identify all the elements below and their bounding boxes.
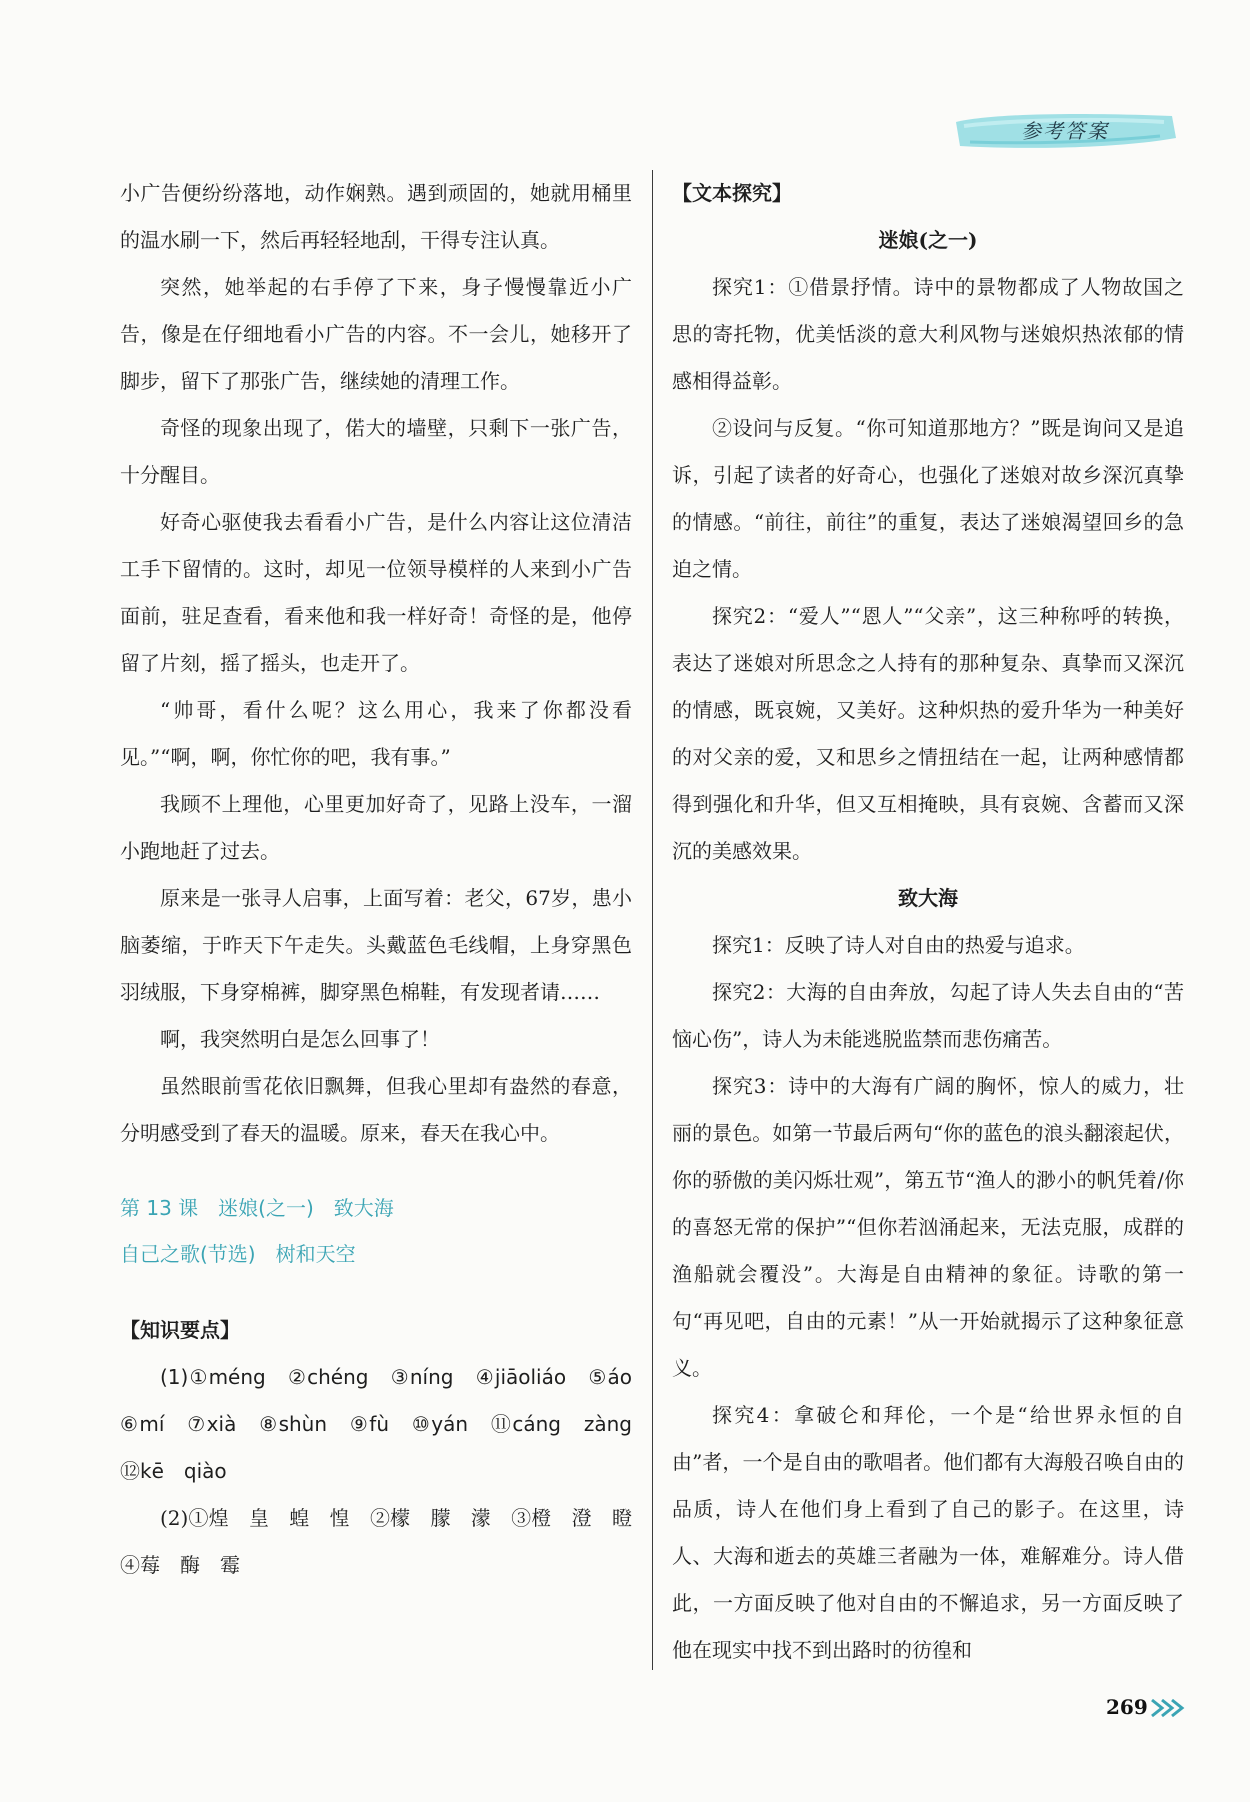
knowledge-pinyin-answers: (1)①méng ②chéng ③níng ④jiāoliáo ⑤áo ⑥mí ⑦xià ⑧shùn ⑨fù ⑩yán ⑪cáng zàng ⑫kē qiào (120, 1365, 652, 1483)
knowledge-heading: 【知识要点】 (120, 1318, 240, 1342)
text-exploration-heading: 【文本探究】 (672, 181, 792, 205)
poem-title-to-the-sea: 致大海 (898, 886, 958, 910)
lesson-title-line-2: 自己之歌(节选) 树和天空 (120, 1242, 356, 1266)
exploration-paragraph: 探究3：诗中的大海有广阔的胸怀，惊人的威力，壮丽的景色。如第一节最后两句“你的蓝色的浪头翻滚起伏，你的骄傲的美闪烁壮观”，第五节“渔人的渺小的帆凭着/你的喜怒无常的保护”“但你若汹涌起来，无法克服，成群的渔船就会覆没”。大海是自由精神的象征。诗歌的第一句“再见吧，自由的元素！”从一开始就揭示了这种象征意义。 (672, 1074, 1184, 1380)
story-paragraph: 虽然眼前雪花依旧飘舞，但我心里却有盎然的春意，分明感受到了春天的温暖。原来，春天在我心中。 (120, 1074, 632, 1145)
story-paragraph: 好奇心驱使我去看看小广告，是什么内容让这位清洁工手下留情的。这时，却见一位领导模样的人来到小广告面前，驻足查看，看来他和我一样好奇！奇怪的是，他停留了片刻，摇了摇头，也走开了。 (120, 510, 632, 675)
exploration-paragraph: 探究1：①借景抒情。诗中的景物都成了人物故国之思的寄托物，优美恬淡的意大利风物与迷娘炽热浓郁的情感相得益彰。 (672, 275, 1184, 393)
exploration-paragraph: 探究1：反映了诗人对自由的热爱与追求。 (712, 933, 1085, 957)
story-paragraph: 我顾不上理他，心里更加好奇了，见路上没车，一溜小跑地赶了过去。 (120, 792, 632, 863)
story-paragraph: 啊，我突然明白是怎么回事了！ (160, 1027, 440, 1051)
story-paragraph: 小广告便纷纷落地，动作娴熟。遇到顽固的，她就用桶里的温水刷一下，然后再轻轻地刮，干得专注认真。 (120, 181, 632, 252)
chevron-right-icon (1150, 1698, 1186, 1718)
header-tag-text: 参考答案 (1021, 119, 1109, 143)
column-divider (652, 170, 653, 1670)
answer-key-header-tag (950, 108, 1180, 154)
story-paragraph: 原来是一张寻人启事，上面写着：老父，67岁，患小脑萎缩，于昨天下午走失。头戴蓝色毛线帽，上身穿黑色羽绒服，下身穿棉裤，脚穿黑色棉鞋，有发现者请…… (120, 886, 632, 1004)
exploration-paragraph: 探究2：“爱人”“恩人”“父亲”，这三种称呼的转换，表达了迷娘对所思念之人持有的那种复杂、真挚而又深沉的情感，既哀婉，又美好。这种炽热的爱升华为一种美好的对父亲的爱，又和思乡之情扭结在一起，让两种感情都得到强化和升华，但又互相掩映，具有哀婉、含蓄而又深沉的美感效果。 (672, 604, 1184, 863)
exploration-paragraph: ②设问与反复。“你可知道那地方？”既是询问又是追诉，引起了读者的好奇心，也强化了迷娘对故乡深沉真挚的情感。“前往，前往”的重复，表达了迷娘渴望回乡的急迫之情。 (672, 416, 1184, 581)
lesson-title-line-1: 第 13 课 迷娘(之一) 致大海 (120, 1196, 394, 1220)
exploration-paragraph: 探究4：拿破仑和拜伦，一个是“给世界永恒的自由”者，一个是自由的歌唱者。他们都有大海般召唤自由的品质，诗人在他们身上看到了自己的影子。在这里，诗人、大海和逝去的英雄三者融为一体，难解难分。诗人借此，一方面反映了他对自由的不懈追求，另一方面反映了他在现实中找不到出路时的彷徨和 (672, 1403, 1184, 1662)
story-paragraph: 突然，她举起的右手停了下来，身子慢慢靠近小广告，像是在仔细地看小广告的内容。不一会儿，她移开了脚步，留下了那张广告，继续她的清理工作。 (120, 275, 632, 393)
story-paragraph: “帅哥，看什么呢？这么用心，我来了你都没看见。”“啊，啊，你忙你的吧，我有事。” (120, 698, 632, 769)
page-number: 269 (1106, 1695, 1148, 1719)
knowledge-character-answers: (2)①煌 皇 蝗 惶 ②檬 朦 濛 ③橙 澄 瞪 ④莓 酶 霉 (120, 1506, 652, 1577)
left-column (120, 170, 652, 1589)
story-paragraph: 奇怪的现象出现了，偌大的墙壁，只剩下一张广告，十分醒目。 (120, 416, 632, 487)
poem-title-mignon: 迷娘(之一) (878, 228, 978, 252)
right-column (672, 170, 1184, 1674)
exploration-paragraph: 探究2：大海的自由奔放，勾起了诗人失去自由的“苦恼心伤”，诗人为未能逃脱监禁而悲伤痛苦。 (672, 980, 1184, 1051)
